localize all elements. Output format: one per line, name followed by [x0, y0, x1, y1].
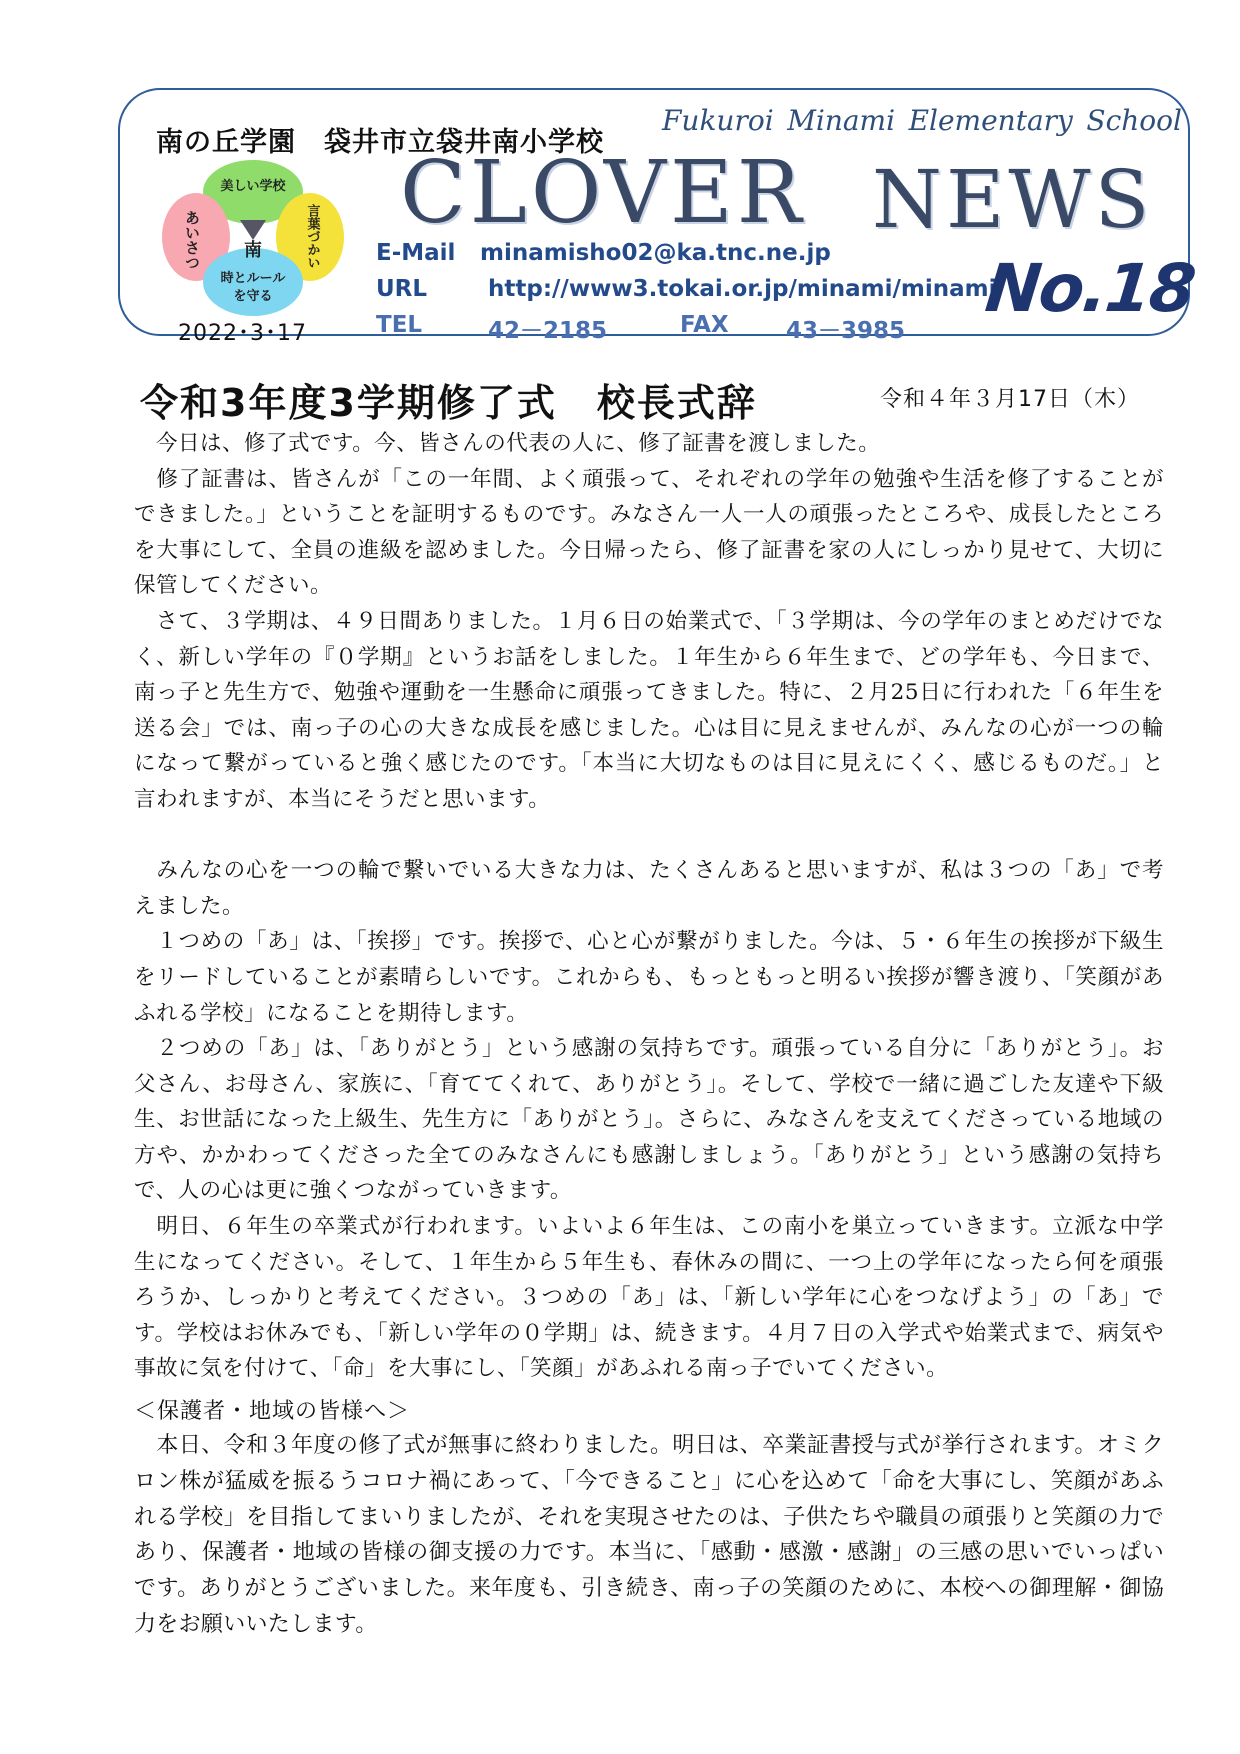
article-paragraph: １つめの「あ」は、「挨拶」です。挨拶で、心と心が繋がりました。今は、５・６年生の挨拶が下級生をリードしていることが素晴らしいです。これからも、もっともっと明るい挨拶が響き渡り、「笑顔があふれる学校」になることを期待します。: [134, 929, 1164, 1026]
tel-label: TEL: [376, 312, 423, 338]
clover-logo-icon: [158, 152, 348, 322]
issue-number: No.18: [981, 250, 1198, 327]
guardian-heading: ＜保護者・地域の皆様へ＞: [134, 1399, 411, 1424]
clover-leaf-left-label: あいさつ: [183, 210, 201, 270]
guardian-message: 本日、令和３年度の修了式が無事に終わりました。明日は、卒業証書授与式が挙行されます。オミクロン株が猛威を振るうコロナ禍にあって、「今できること」に心を込めて「命を大事にし、笑顔があふれる学校」を目指してまいりましたが、それを実現させたのは、子供たちや職員の頑張りと笑顔の力であり、保護者・地域の皆様の御支援の力です。本当に、「感動・感激・感謝」の三感の思いでいっぱいです。ありがとうございました。来年度も、引き続き、南っ子の笑顔のために、本校への御理解・御協力をお願いいたします。: [134, 1433, 1164, 1637]
email-label: E-Mail: [376, 240, 456, 266]
tel-number: 42－2185: [488, 318, 608, 344]
article-paragraph: 明日、６年生の卒業式が行われます。いよいよ６年生は、この南小を巣立っていきます。立派な中学生になってください。そして、１年生から５年生も、春休みの間に、一つ上の学年になったら何を頑張ろうか、しっかりと考えてください。３つめの「あ」は、「新しい学年に心をつなげよう」の「あ」です。学校はお休みでも、「新しい学年の０学期」は、続きます。４月７日の入学式や始業式まで、病気や事故に気を付けて、「命」を大事にし、「笑顔」があふれる南っ子でいてください。: [134, 1214, 1164, 1382]
school-name: 南の丘学園 袋井市立袋井南小学校: [156, 127, 604, 158]
clover-leaf-right-label: 言葉づかい: [304, 204, 320, 269]
clover-center-label: 南: [244, 240, 262, 261]
article-paragraph: さて、３学期は、４９日間ありました。１月６日の始業式で、「３学期は、今の学年のまとめだけでなく、新しい学年の『０学期』というお話をしました。１年生から６年生まで、どの学年も、今日まで、南っ子と先生方で、勉強や運動を一生懸命に頑張ってきました。特に、２月25日に行われた「６年生を送る会」では、南っ子の心の大きな成長を感じました。心は目に見えませんが、みんなの心が一つの輪になって繋がっていると強く感じたのです。「本当に大切なものは目に見えにくく、感じるものだ。」と言われますが、本当にそうだと思います。: [134, 608, 1164, 812]
article-date: 令和４年３月17日（木）: [880, 387, 1140, 412]
clover-leaf-bottom-label-2: を守る: [233, 289, 273, 304]
article-paragraph: 修了証書は、皆さんが「この一年間、よく頑張って、それぞれの学年の勉強や生活を修了することができました。」ということを証明するものです。みなさん一人一人の頑張ったところや、成長したところを大事にして、全員の進級を認めました。今日帰ったら、修了証書を家の人にしっかり見せて、大切に保管してください。: [134, 466, 1164, 599]
tagline-word: Elementary: [908, 104, 1073, 137]
clover-leaf-bottom-label-1: 時とルール: [220, 271, 286, 286]
fax-number: 43－3985: [786, 318, 906, 344]
tagline: [662, 104, 1182, 137]
fax-label: FAX: [680, 312, 729, 338]
tagline-word: School: [1086, 104, 1182, 137]
url-link[interactable]: http://www3.tokai.or.jp/minami/minami: [488, 276, 997, 302]
email-link[interactable]: minamisho02@ka.tnc.ne.jp: [480, 240, 831, 266]
article-paragraph: ２つめの「あ」は、「ありがとう」という感謝の気持ちです。頑張っている自分に「ありがとう」。お父さん、お母さん、家族に、「育ててくれて、ありがとう」。そして、学校で一緒に過ごした友達や下級生、お世話になった上級生、先生方に「ありがとう」。さらに、みなさんを支えてくださっている地域の方や、かかわってくださった全てのみなさんにも感謝しましょう。「ありがとう」という感謝の気持ちで、人の心は更に強くつながっていきます。: [134, 1036, 1164, 1204]
article-paragraph: 今日は、修了式です。今、皆さんの代表の人に、修了証書を渡しました。: [134, 431, 881, 456]
masthead-title-news: NEWS: [872, 153, 1154, 246]
article-body: [134, 426, 1164, 1387]
tagline-word: Fukuroi: [662, 104, 774, 137]
issue-date: 2022･3･17: [178, 321, 307, 346]
clover-leaf-top-label: 美しい学校: [220, 179, 286, 194]
url-label: URL: [376, 276, 428, 302]
clover-center-arrow: [240, 220, 266, 240]
article-title: 令和3年度3学期修了式 校長式辞: [140, 381, 757, 425]
article-paragraph: みんなの心を一つの輪で繋いでいる大きな力は、たくさんあると思いますが、私は３つの「あ」で考えました。: [134, 858, 1164, 919]
tagline-word: Minami: [787, 104, 896, 137]
masthead-title-clover: CLOVER: [400, 143, 806, 243]
